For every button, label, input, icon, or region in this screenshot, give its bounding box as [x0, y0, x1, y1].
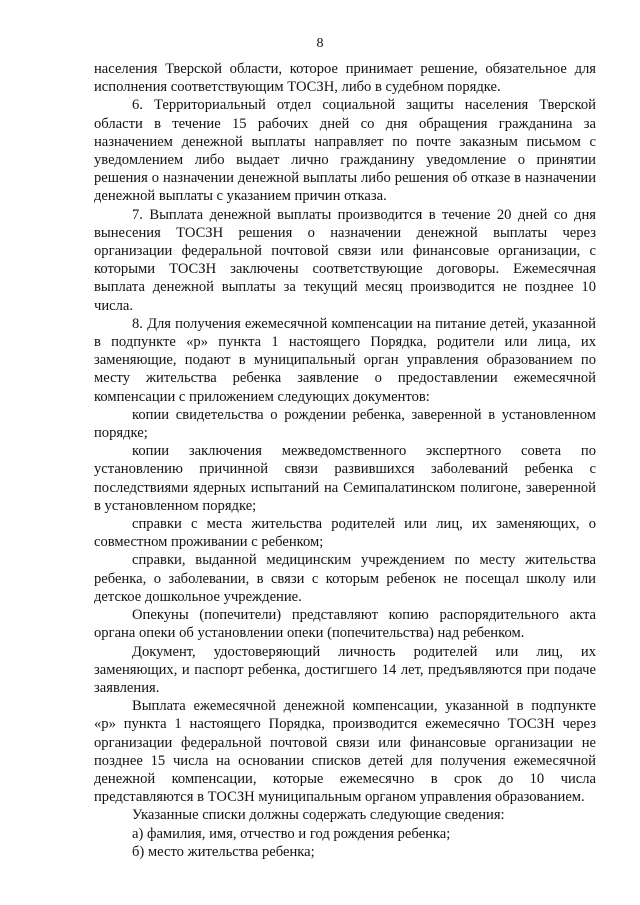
paragraph-guardians: Опекуны (попечители) представляют копию распорядительного акта органа опеки об установлении опеки (попечительства) над ребенком.: [94, 607, 596, 642]
paragraph-item-6: 6. Территориальный отдел социальной защиты населения Тверской области в течение 15 рабочих дней со дня обращения гражданина за назначением денежной выплаты направляет по почте заказным письмом с уведомлением либо выдает лично гражданину уведомление о принятии решения о назначении денежной выплаты либо решения об отказе в назначении денежной выплаты с указанием причин отказа.: [94, 97, 596, 205]
list-item-a: а) фамилия, имя, отчество и год рождения ребенка;: [132, 825, 451, 842]
paragraph-identity-document: Документ, удостоверяющий личность родителей или лиц, их заменяющих, и паспорт ребенка, достигшего 14 лет, предъявляются при подаче заявления.: [94, 643, 596, 696]
paragraph-payment: Выплата ежемесячной денежной компенсации, указанной в подпункте «р» пункта 1 настоящего Порядка, производится ежемесячно ТОСЗН через организации федеральной почтовой связи или финансовые организации не позднее 15 числа на основании списков детей для получения ежемесячной денежной компенсации, которые ежемесячно в срок до 10 числа представляются в ТОСЗН муниципальным органом управления образованием.: [94, 698, 596, 806]
page-number: 8: [316, 36, 324, 51]
document-list-expert-conclusion: копии заключения межведомственного экспертного совета по установлению причинной связи развившихся заболеваний ребенка с последствиями ядерных испытаний на Семипалатинском полигоне, заверенной в установленном порядке;: [94, 443, 596, 514]
paragraph-item-7: 7. Выплата денежной выплаты производится в течение 20 дней со дня вынесения ТОСЗН решения о назначении денежной выплаты через организации федеральной почтовой связи или финансовые организации, с которыми ТОСЗН заключены соответствующие договоры. Ежемесячная выплата денежной выплаты за текущий месяц производится не позднее 10 числа.: [94, 206, 596, 314]
paragraph-list-requirements: Указанные списки должны содержать следующие сведения:: [132, 807, 505, 824]
list-item-b: б) место жительства ребенка;: [132, 843, 315, 860]
document-list-birth-certificate: копии свидетельства о рождении ребенка, заверенной в установленном порядке;: [94, 406, 596, 442]
paragraph-continuation: населения Тверской области, которое принимает решение, обязательное для исполнения соответствующим ТОСЗН, либо в судебном порядке.: [94, 61, 596, 96]
document-list-medical-certificate: справки, выданной медицинским учреждением по месту жительства ребенка, о заболевании, в связи с которым ребенок не посещал школу или детское дошкольное учреждение.: [94, 552, 596, 605]
document-list-residence-certificate: справки с места жительства родителей или лиц, их заменяющих, о совместном проживании с ребенком;: [94, 516, 596, 551]
document-body: [94, 60, 596, 861]
paragraph-item-8: 8. Для получения ежемесячной компенсации на питание детей, указанной в подпункте «р» пункта 1 настоящего Порядка, родители или лица, их заменяющие, подают в муниципальный орган управления образованием по месту жительства ребенка заявление о предоставлении ежемесячной компенсации с приложением следующих документов:: [94, 315, 596, 405]
